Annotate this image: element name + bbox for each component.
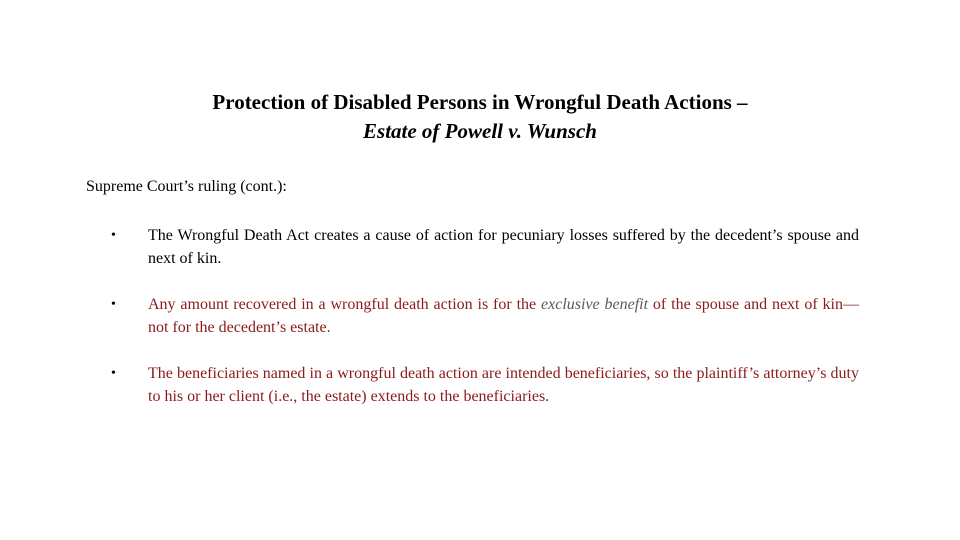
bullet-text-3: The beneficiaries named in a wrongful death action are intended beneficiaries, so the plaintiff’s attorney’s duty to his or her client (i.e., the estate) extends to the beneficiaries. — [148, 365, 859, 405]
bullet-item-2 — [111, 293, 859, 339]
bullet-dot-icon: • — [111, 297, 116, 312]
bullet-dot-icon: • — [111, 366, 116, 381]
bullet-text-2 — [148, 293, 859, 339]
bullet-text-2-before: Any amount recovered in a wrongful death action is for the — [148, 296, 542, 313]
bullet-item-1 — [111, 224, 859, 270]
bullet-item-3 — [111, 362, 859, 408]
title-line-1: Protection of Disabled Persons in Wrongful Death Actions – — [212, 90, 748, 114]
bullet-text-2-emphasis: exclusive benefit — [541, 296, 649, 313]
bullet-dot-icon: • — [111, 228, 116, 243]
subheading: Supreme Court’s ruling (cont.): — [86, 178, 287, 195]
bullet-text-1: The Wrongful Death Act creates a cause of action for pecuniary losses suffered by the decedent’s spouse and next of kin. — [148, 227, 859, 267]
bullet-text-2-after: of the spouse and next of kin—not for the decedent’s estate. — [148, 296, 860, 336]
title-line-2-case-name: Estate of Powell v. Wunsch — [363, 119, 597, 143]
slide-title — [80, 88, 880, 146]
